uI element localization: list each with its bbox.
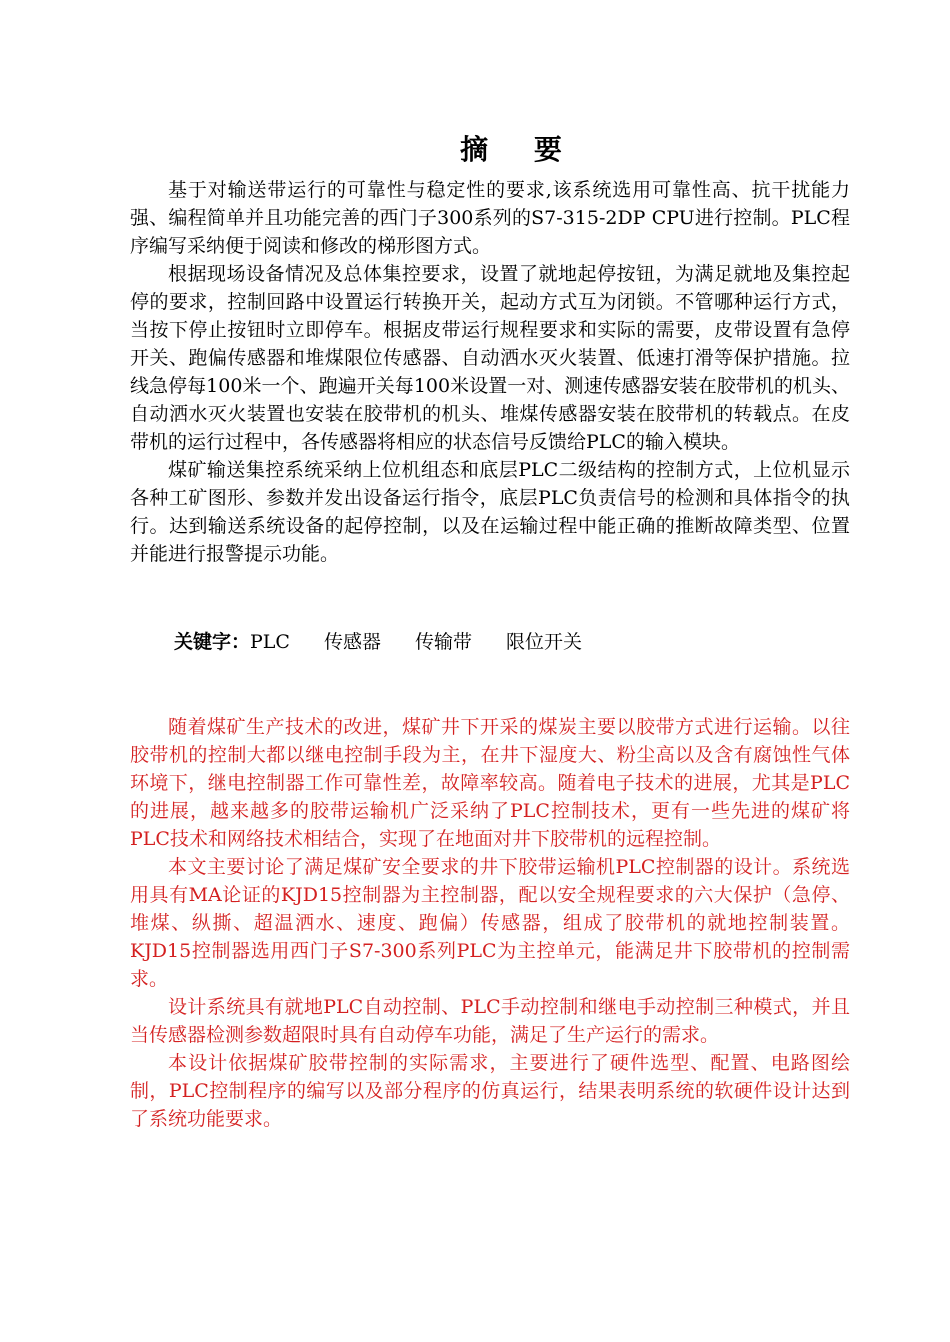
keyword-item: 传输带	[414, 631, 472, 653]
introduction-section	[130, 713, 850, 1133]
intro-paragraph: 随着煤矿生产技术的改进，煤矿井下开采的煤炭主要以胶带方式进行运输。以往胶带机的控制大都以继电控制手段为主，在井下湿度大、粉尘高以及含有腐蚀性气体环境下，继电控制器工作可靠性差，故障率较高。随着电子技术的进展，尤其是PLC的进展，越来越多的胶带运输机广泛采纳了PLC控制技术，更有一些先进的煤矿将PLC技术和网络技术相结合，实现了在地面对井下胶带机的远程控制。	[130, 716, 850, 850]
abstract-paragraph: 基于对输送带运行的可靠性与稳定性的要求,该系统选用可靠性高、抗干扰能力强、编程简单并且功能完善的西门子300系列的S7-315-2DP CPU进行控制。PLC程序编写采纳便于阅读和修改的梯形图方式。	[130, 179, 850, 257]
intro-paragraph: 本设计依据煤矿胶带控制的实际需求，主要进行了硬件选型、配置、电路图绘制，PLC控制程序的编写以及部分程序的仿真运行，结果表明系统的软硬件设计达到了系统功能要求。	[130, 1052, 850, 1130]
keyword-item: 限位开关	[506, 631, 583, 653]
keywords-line	[174, 628, 582, 656]
page-title: 摘 要	[460, 133, 580, 166]
intro-paragraph: 本文主要讨论了满足煤矿安全要求的井下胶带运输机PLC控制器的设计。系统选用具有MA论证的KJD15控制器为主控制器，配以安全规程要求的六大保护（急停、堆煤、纵撕、超温洒水、速度、跑偏）传感器，组成了胶带机的就地控制装置。KJD15控制器选用西门子S7-300系列PLC为主控单元，能满足井下胶带机的控制需求。	[130, 856, 850, 990]
abstract-paragraph: 煤矿输送集控系统采纳上位机组态和底层PLC二级结构的控制方式，上位机显示各种工矿图形、参数并发出设备运行指令，底层PLC负责信号的检测和具体指令的执行。达到输送系统设备的起停控制，以及在运输过程中能正确的推断故障类型、位置并能进行报警提示功能。	[130, 459, 850, 565]
abstract-section	[130, 176, 850, 568]
keywords-label: 关键字：	[174, 631, 251, 653]
keyword-item: PLC	[250, 631, 290, 653]
keyword-item: 传感器	[323, 631, 381, 653]
intro-paragraph: 设计系统具有就地PLC自动控制、PLC手动控制和继电手动控制三种模式，并且当传感器检测参数超限时具有自动停车功能，满足了生产运行的需求。	[130, 996, 850, 1046]
abstract-paragraph: 根据现场设备情况及总体集控要求，设置了就地起停按钮，为满足就地及集控起停的要求，控制回路中设置运行转换开关，起动方式互为闭锁。不管哪种运行方式，当按下停止按钮时立即停车。根据皮带运行规程要求和实际的需要，皮带设置有急停开关、跑偏传感器和堆煤限位传感器、自动洒水灭火装置、低速打滑等保护措施。拉线急停每100米一个、跑遍开关每100米设置一对、测速传感器安装在胶带机的机头、自动洒水灭火装置也安装在胶带机的机头、堆煤传感器安装在胶带机的转载点。在皮带机的运行过程中，各传感器将相应的状态信号反馈给PLC的输入模块。	[130, 263, 850, 453]
